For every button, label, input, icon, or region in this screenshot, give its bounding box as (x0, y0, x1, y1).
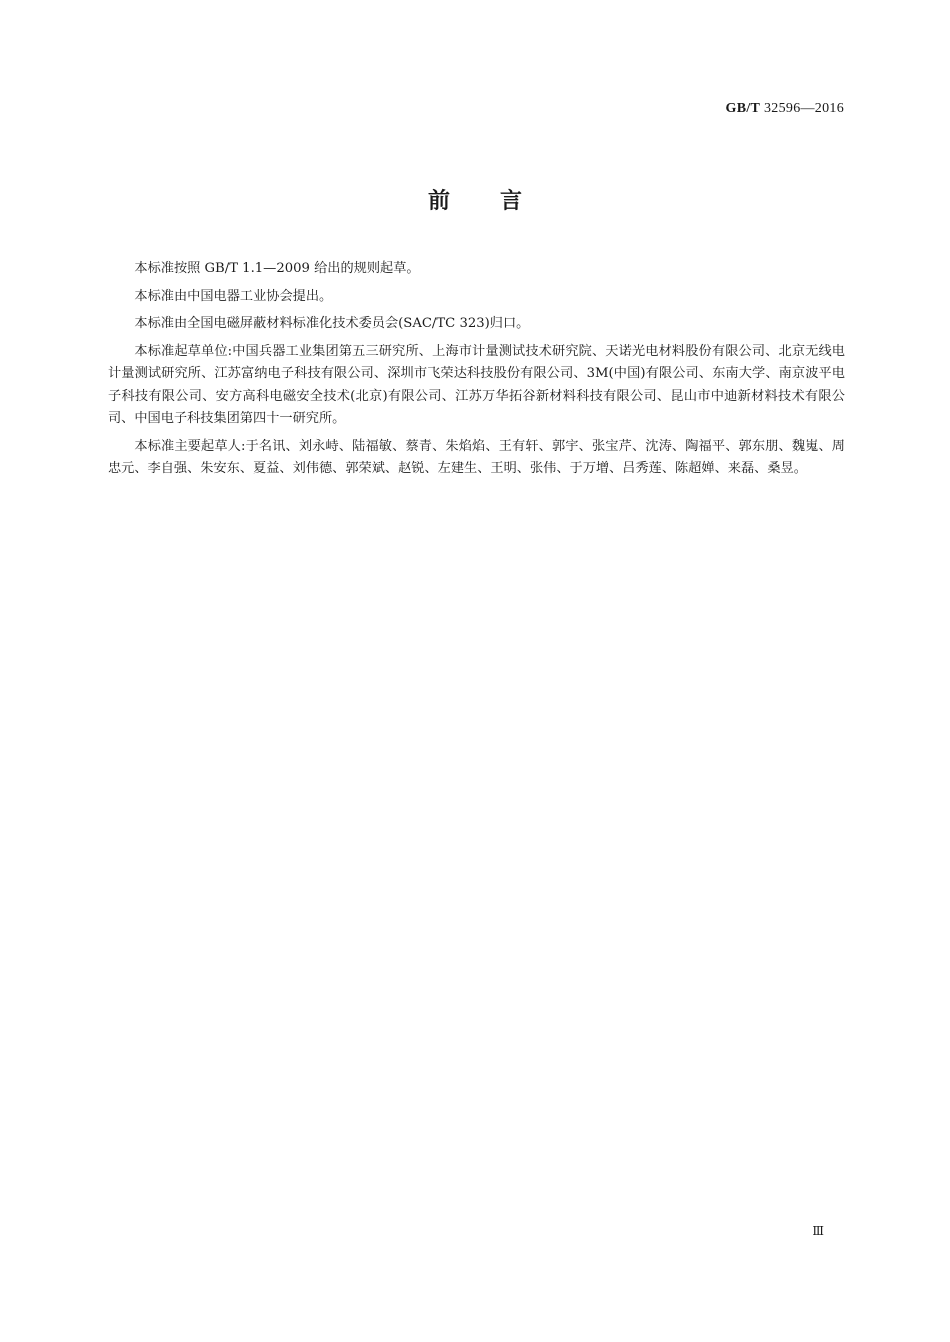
drafting-rules-paragraph: 本标准按照 GB/T 1.1—2009 给出的规则起草。 (134, 261, 420, 276)
centralized-unit-paragraph: 本标准由全国电磁屏蔽材料标准化技术委员会(SAC/TC 323)归口。 (134, 316, 530, 331)
page-title: 前言 (427, 189, 572, 214)
standard-code-header (726, 101, 844, 117)
standard-prefix: GB/T (725, 101, 761, 116)
page-number: Ⅲ (812, 1224, 824, 1238)
proposer-paragraph: 本标准由中国电器工业协会提出。 (134, 288, 333, 304)
main-drafters-paragraph: 本标准主要起草人:于名讯、刘永峙、陆福敏、蔡青、朱焰焰、王有轩、郭宇、张宝芹、沈涛、陶福平、郭东朋、魏嵬、周忠元、李自强、朱安东、夏益、刘伟德、郭荣斌、赵锐、左建生、王明、张伟、于万增、吕秀莲、陈超婵、来磊、桑昱。 (108, 438, 845, 476)
standard-number: 32596—2016 (764, 101, 844, 116)
drafting-units-paragraph: 本标准起草单位:中国兵器工业集团第五三研究所、上海市计量测试技术研究院、天诺光电材料股份有限公司、北京无线电计量测试研究所、江苏富纳电子科技有限公司、深圳市飞荣达科技股份有限公司、3M(中国)有限公司、东南大学、南京波平电子科技有限公司、安方高科电磁安全技术(北京)有限公司、江苏万华拓谷新材料科技有限公司、昆山市中迪新材料技术有限公司、中国电子科技集团第四十一研究所。 (108, 343, 845, 426)
foreword-body (108, 258, 845, 481)
